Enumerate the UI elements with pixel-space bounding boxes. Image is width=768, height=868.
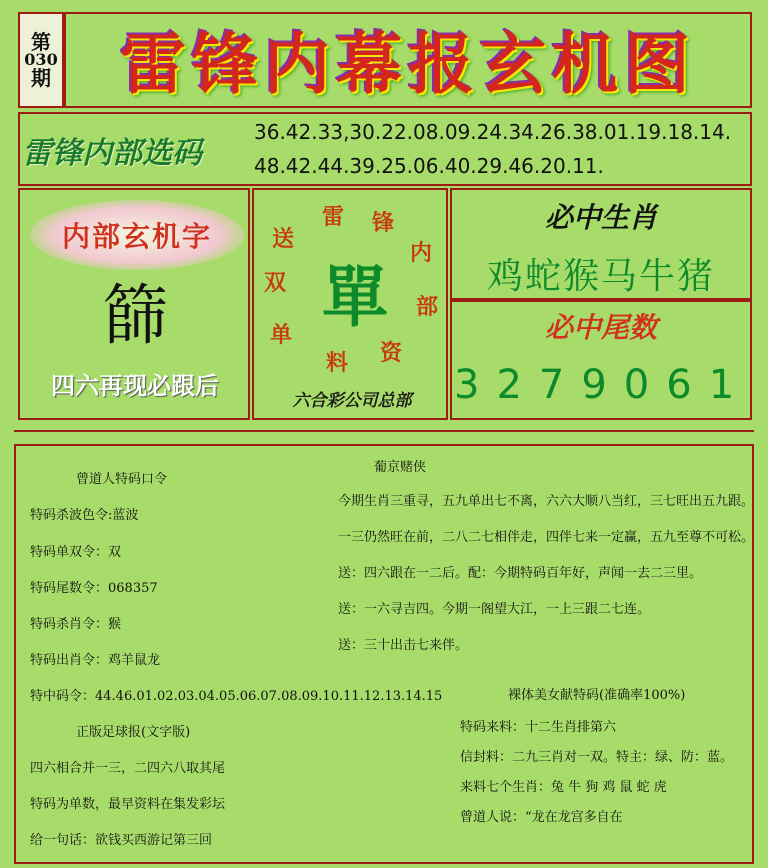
zodiac-title: 必中生肖 <box>544 201 657 234</box>
left-line: 特码尾数令：068357 <box>30 581 158 596</box>
right-line: 送：三十出击七来伴。 <box>338 638 469 653</box>
right-heading: 葡京赌侠 <box>374 460 427 475</box>
tail-value: 3279061 <box>454 362 752 408</box>
ring-char: 锋 <box>372 210 395 236</box>
right-line: 今期生肖三重寻，五九单出七不离，六六大顺八当红，三七旺出五九跟。 <box>338 494 755 509</box>
single-double-value: 單 <box>322 258 388 336</box>
left-heading: 曾道人特码口令 <box>76 472 168 487</box>
left-subheading: 正版足球报(文字版) <box>76 725 191 740</box>
right-line: 特码来料：十二生肖排第六 <box>460 720 617 735</box>
left-line: 特码为单数，最早资料在集发彩坛 <box>30 797 226 812</box>
left-line: 给一句话：欲钱买西游记第三回 <box>30 833 213 848</box>
right-line: 送：四六跟在一二后。配：今期特码百年好，声闻一去二三里。 <box>338 566 703 581</box>
ring-char: 双 <box>264 270 287 296</box>
numbers-label: 雷锋内部选码 <box>22 136 202 171</box>
numbers-line-2: 48.42.44.39.25.06.40.29.46.20.11. <box>254 154 604 178</box>
right-line: 来料七个生肖：兔 牛 狗 鸡 鼠 蛇 虎 <box>460 780 667 795</box>
ring-char: 送 <box>272 226 295 252</box>
ring-char: 资 <box>380 340 403 366</box>
issue-number <box>18 12 64 108</box>
zodiac-value: 鸡蛇猴马牛猪 <box>486 256 715 297</box>
riddle-caption: 四六再现必跟后 <box>51 371 219 400</box>
ring-char: 单 <box>270 322 293 348</box>
left-line: 特中码令：44.46.01.02.03.04.05.06.07.08.09.10.11.12.13.14.15 <box>30 689 443 704</box>
riddle-badge: 内部玄机字 <box>30 200 244 270</box>
right-line: 曾道人说：“龙在龙宫多自在 <box>460 810 623 825</box>
issue-value: 030 <box>24 50 58 69</box>
section-divider <box>14 430 754 432</box>
page-title: 雷锋内幕报玄机图 <box>120 24 696 103</box>
ring-char: 部 <box>416 294 439 320</box>
left-line: 特码出肖令：鸡羊鼠龙 <box>30 653 161 668</box>
left-line: 特码单双令：双 <box>30 545 122 560</box>
riddle-character: 篩 <box>102 277 168 354</box>
left-line: 特码杀波色令:蓝波 <box>30 508 139 523</box>
issue-prefix: 第 <box>31 30 51 54</box>
right-line: 一三仍然旺在前，二八二七相伴走，四伴七来一定赢，五九至尊不可松。 <box>338 530 755 545</box>
issue-suffix: 期 <box>31 66 51 90</box>
right-subheading: 裸体美女献特码(准确率100%) <box>508 688 686 703</box>
left-line: 四六相合并一三，二四六八取其尾 <box>30 761 226 776</box>
left-line: 特码杀肖令：猴 <box>30 617 122 632</box>
company-caption: 六合彩公司总部 <box>292 391 412 411</box>
ring-char: 料 <box>326 350 349 376</box>
right-line: 送：一六寻吉四。今期一阁望大江，一上三跟二七连。 <box>338 602 651 617</box>
ring-char: 内 <box>410 240 433 266</box>
tail-title: 必中尾数 <box>544 311 657 344</box>
right-line: 信封料：二九三肖对一双。特主：绿、防：蓝。 <box>460 750 734 765</box>
numbers-line-1: 36.42.33,30.22.08.09.24.34.26.38.01.19.18.14. <box>254 120 732 144</box>
ring-char: 雷 <box>322 204 345 230</box>
